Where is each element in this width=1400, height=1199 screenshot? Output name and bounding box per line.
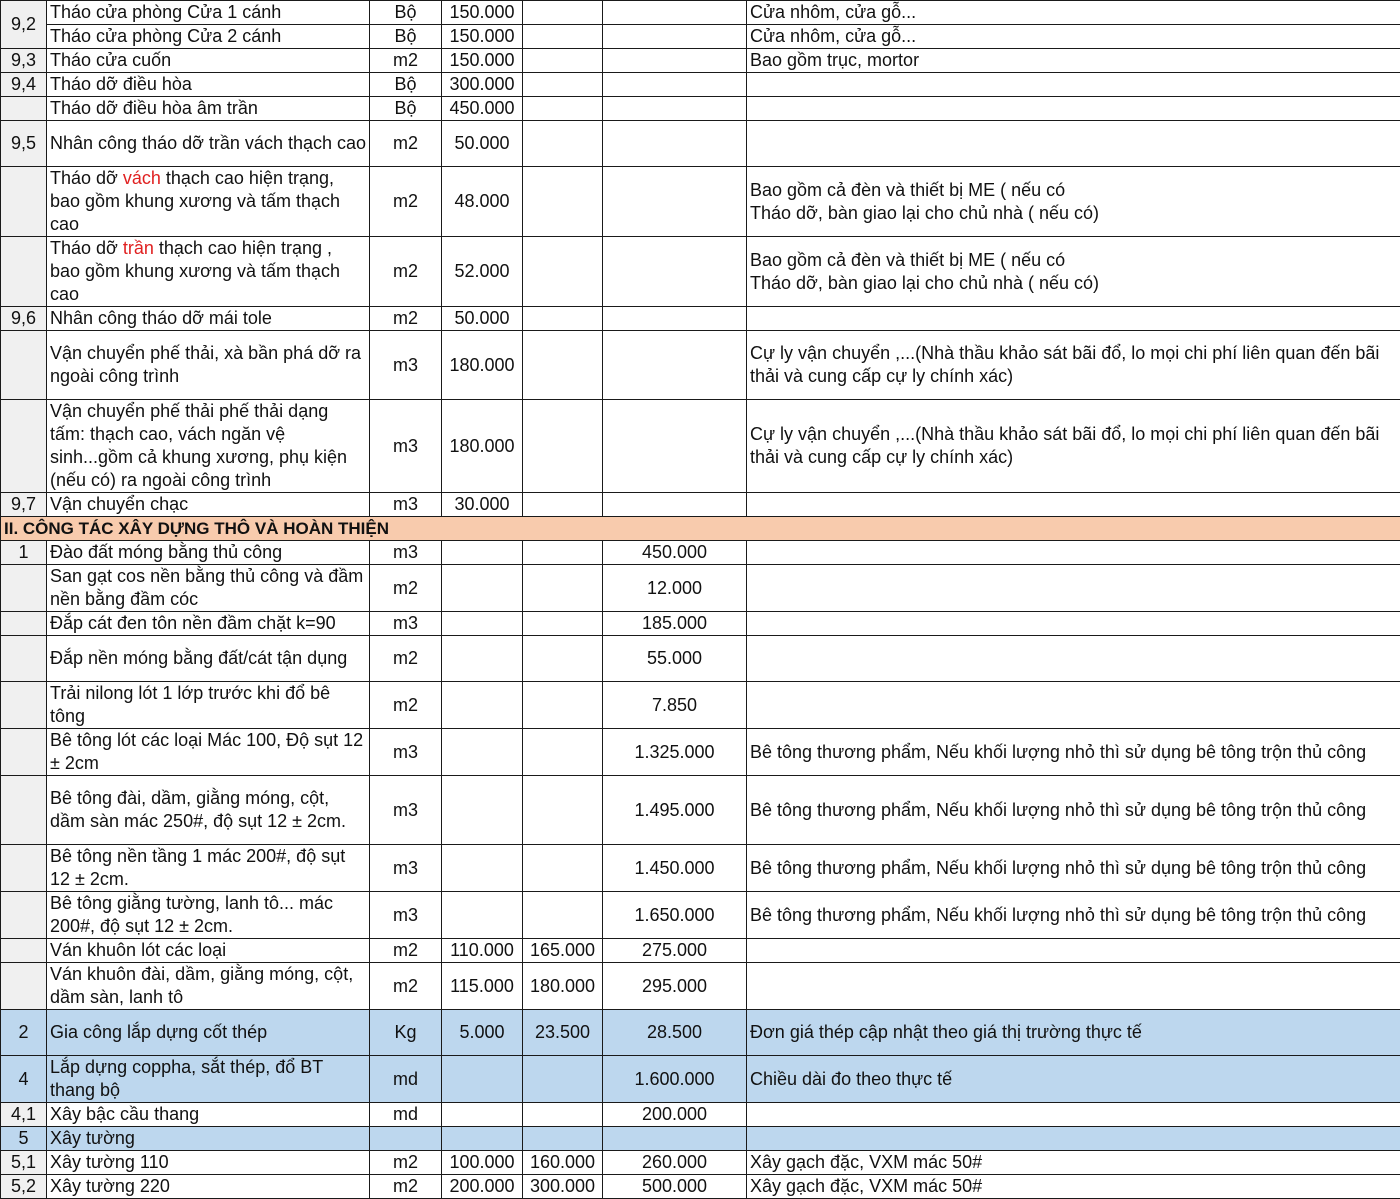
section-title[interactable]: II. CÔNG TÁC XÂY DỰNG THÔ VÀ HOÀN THIỆN bbox=[1, 517, 1400, 541]
description-cell[interactable]: Bê tông giằng tường, lanh tô... mác 200#, độ sụt 12 ± 2cm. bbox=[47, 892, 370, 939]
table-row bbox=[1, 1056, 1400, 1103]
description-cell[interactable]: Vận chuyển phế thải phế thải dạng tấm: thạch cao, vách ngăn vệ sinh...gồm cả khung xương, phụ kiện (nếu có) ra ngoài công trình bbox=[47, 400, 370, 493]
highlighted-word: vách bbox=[123, 168, 161, 188]
unit-cell[interactable]: m3 bbox=[370, 845, 442, 892]
price-cell-total[interactable] bbox=[603, 237, 747, 307]
description-cell[interactable]: Xây bậc cầu thang bbox=[47, 1103, 370, 1127]
description-cell[interactable]: Ván khuôn lót các loại bbox=[47, 939, 370, 963]
price-cell-total[interactable] bbox=[603, 1127, 747, 1151]
unit-cell[interactable]: md bbox=[370, 1056, 442, 1103]
unit-cell[interactable]: m2 bbox=[370, 49, 442, 73]
unit-cell[interactable]: m3 bbox=[370, 331, 442, 400]
note-cell[interactable] bbox=[747, 493, 1400, 517]
item-number-cell[interactable] bbox=[1, 729, 47, 776]
note-cell[interactable]: Bê tông thương phẩm, Nếu khối lượng nhỏ thì sử dụng bê tông trộn thủ công bbox=[747, 845, 1400, 892]
item-number-cell[interactable] bbox=[1, 682, 47, 729]
unit-cell[interactable]: m2 bbox=[370, 565, 442, 612]
price-cell-2[interactable] bbox=[523, 845, 603, 892]
description-cell[interactable]: Xây tường 220 bbox=[47, 1175, 370, 1199]
price-cell-1[interactable] bbox=[442, 729, 523, 776]
description-text: thạch cao hiện trạng , bao gồm khung xương và tấm thạch cao bbox=[50, 238, 340, 304]
price-cell-1[interactable]: 150.000 bbox=[442, 49, 523, 73]
item-number-cell[interactable]: 9,2 bbox=[1, 1, 47, 49]
description-cell[interactable]: Gia công lắp dựng cốt thép bbox=[47, 1010, 370, 1056]
price-cell-2[interactable] bbox=[523, 541, 603, 565]
price-cell-total[interactable]: 7.850 bbox=[603, 682, 747, 729]
price-cell-2[interactable] bbox=[523, 1, 603, 25]
price-cell-1[interactable]: 180.000 bbox=[442, 400, 523, 493]
note-cell[interactable]: Xây gạch đặc, VXM mác 50# bbox=[747, 1151, 1400, 1175]
table-row bbox=[1, 682, 1400, 729]
price-cell-total[interactable]: 500.000 bbox=[603, 1175, 747, 1199]
item-number-cell[interactable] bbox=[1, 400, 47, 493]
price-cell-total[interactable]: 450.000 bbox=[603, 541, 747, 565]
item-number-cell[interactable] bbox=[1, 565, 47, 612]
description-cell[interactable]: Xây tường 110 bbox=[47, 1151, 370, 1175]
price-cell-1[interactable] bbox=[442, 682, 523, 729]
price-cell-total[interactable] bbox=[603, 73, 747, 97]
price-cell-1[interactable] bbox=[442, 1127, 523, 1151]
note-cell[interactable] bbox=[747, 121, 1400, 167]
price-cell-total[interactable] bbox=[603, 25, 747, 49]
table-row bbox=[1, 1010, 1400, 1056]
price-cell-1[interactable]: 100.000 bbox=[442, 1151, 523, 1175]
item-number-cell[interactable]: 9,6 bbox=[1, 307, 47, 331]
note-cell[interactable] bbox=[747, 237, 1400, 307]
price-cell-1[interactable]: 5.000 bbox=[442, 1010, 523, 1056]
price-cell-total[interactable]: 1.650.000 bbox=[603, 892, 747, 939]
item-number-cell[interactable]: 9,5 bbox=[1, 121, 47, 167]
price-cell-2[interactable] bbox=[523, 331, 603, 400]
note-cell[interactable] bbox=[747, 97, 1400, 121]
price-cell-2[interactable] bbox=[523, 776, 603, 845]
unit-cell[interactable]: m3 bbox=[370, 400, 442, 493]
note-cell[interactable]: Chiều dài đo theo thực tế bbox=[747, 1056, 1400, 1103]
item-number-cell[interactable] bbox=[1, 939, 47, 963]
description-text: Tháo dỡ bbox=[50, 238, 123, 258]
unit-cell[interactable]: md bbox=[370, 1103, 442, 1127]
unit-cell[interactable]: m3 bbox=[370, 892, 442, 939]
description-cell[interactable]: Bê tông đài, dầm, giằng móng, cột, dầm sàn mác 250#, độ sụt 12 ± 2cm. bbox=[47, 776, 370, 845]
price-cell-2[interactable] bbox=[523, 97, 603, 121]
table-row bbox=[1, 845, 1400, 892]
table-row bbox=[1, 892, 1400, 939]
unit-cell[interactable]: m2 bbox=[370, 307, 442, 331]
table-row bbox=[1, 939, 1400, 963]
price-cell-2[interactable] bbox=[523, 493, 603, 517]
table-row bbox=[1, 73, 1400, 97]
table-row bbox=[1, 776, 1400, 845]
unit-cell[interactable]: Bộ bbox=[370, 97, 442, 121]
unit-cell[interactable]: Kg bbox=[370, 1010, 442, 1056]
note-line: Tháo dỡ, bàn giao lại cho chủ nhà ( nếu có) bbox=[750, 272, 1397, 295]
note-cell[interactable]: Cửa nhôm, cửa gỗ... bbox=[747, 1, 1400, 25]
note-cell[interactable] bbox=[747, 307, 1400, 331]
note-cell[interactable] bbox=[747, 963, 1400, 1010]
highlighted-word: trần bbox=[123, 238, 154, 258]
description-cell[interactable]: San gạt cos nền bằng thủ công và đầm nền bằng đầm cóc bbox=[47, 565, 370, 612]
price-cell-2[interactable] bbox=[523, 167, 603, 237]
price-cell-2[interactable] bbox=[523, 729, 603, 776]
table-row bbox=[1, 1, 1400, 25]
unit-cell[interactable] bbox=[370, 1127, 442, 1151]
item-number-cell[interactable] bbox=[1, 845, 47, 892]
unit-cell[interactable]: m2 bbox=[370, 237, 442, 307]
note-cell[interactable]: Bê tông thương phẩm, Nếu khối lượng nhỏ thì sử dụng bê tông trộn thủ công bbox=[747, 892, 1400, 939]
table-row bbox=[1, 1151, 1400, 1175]
item-number-cell[interactable]: 2 bbox=[1, 1010, 47, 1056]
price-cell-total[interactable]: 12.000 bbox=[603, 565, 747, 612]
item-number-cell[interactable]: 9,3 bbox=[1, 49, 47, 73]
item-number-cell[interactable] bbox=[1, 776, 47, 845]
note-cell[interactable]: Xây gạch đặc, VXM mác 50# bbox=[747, 1175, 1400, 1199]
unit-cell[interactable]: Bộ bbox=[370, 25, 442, 49]
price-cell-1[interactable] bbox=[442, 845, 523, 892]
price-cell-2[interactable] bbox=[523, 682, 603, 729]
price-cell-1[interactable]: 48.000 bbox=[442, 167, 523, 237]
note-cell[interactable] bbox=[747, 939, 1400, 963]
item-number-cell[interactable]: 9,7 bbox=[1, 493, 47, 517]
price-cell-total[interactable] bbox=[603, 97, 747, 121]
description-cell[interactable]: Đắp cát đen tôn nền đầm chặt k=90 bbox=[47, 612, 370, 636]
description-text: Tháo dỡ bbox=[50, 168, 123, 188]
note-cell[interactable]: Bao gồm trục, mortor bbox=[747, 49, 1400, 73]
price-cell-total[interactable]: 55.000 bbox=[603, 636, 747, 682]
description-cell[interactable]: Tháo cửa cuốn bbox=[47, 49, 370, 73]
description-cell[interactable]: Tháo cửa phòng Cửa 2 cánh bbox=[47, 25, 370, 49]
section-header-row bbox=[1, 517, 1400, 541]
table-row bbox=[1, 97, 1400, 121]
note-cell[interactable] bbox=[747, 612, 1400, 636]
price-cell-1[interactable] bbox=[442, 636, 523, 682]
item-number-cell[interactable]: 5 bbox=[1, 1127, 47, 1151]
price-cell-2[interactable]: 180.000 bbox=[523, 963, 603, 1010]
unit-cell[interactable]: m3 bbox=[370, 541, 442, 565]
table-row bbox=[1, 331, 1400, 400]
price-cell-2[interactable] bbox=[523, 565, 603, 612]
table-row bbox=[1, 1175, 1400, 1199]
description-cell[interactable]: Xây tường bbox=[47, 1127, 370, 1151]
item-number-cell[interactable]: 5,1 bbox=[1, 1151, 47, 1175]
note-line: Bao gồm cả đèn và thiết bị ME ( nếu có bbox=[750, 179, 1397, 202]
price-cell-total[interactable]: 200.000 bbox=[603, 1103, 747, 1127]
unit-cell[interactable]: m3 bbox=[370, 776, 442, 845]
unit-cell[interactable]: m2 bbox=[370, 1151, 442, 1175]
price-cell-1[interactable]: 30.000 bbox=[442, 493, 523, 517]
price-cell-2[interactable]: 23.500 bbox=[523, 1010, 603, 1056]
item-number-cell[interactable] bbox=[1, 636, 47, 682]
price-cell-1[interactable]: 450.000 bbox=[442, 97, 523, 121]
note-line: Tháo dỡ, bàn giao lại cho chủ nhà ( nếu có) bbox=[750, 202, 1397, 225]
price-cell-2[interactable] bbox=[523, 25, 603, 49]
note-cell[interactable] bbox=[747, 682, 1400, 729]
price-cell-1[interactable] bbox=[442, 612, 523, 636]
table-row bbox=[1, 612, 1400, 636]
table-row bbox=[1, 1127, 1400, 1151]
price-cell-2[interactable] bbox=[523, 892, 603, 939]
price-cell-2[interactable] bbox=[523, 121, 603, 167]
item-number-cell[interactable] bbox=[1, 963, 47, 1010]
table-row bbox=[1, 400, 1400, 493]
description-cell[interactable]: Nhân công tháo dỡ trần vách thạch cao bbox=[47, 121, 370, 167]
note-cell[interactable] bbox=[747, 541, 1400, 565]
item-number-cell[interactable] bbox=[1, 237, 47, 307]
description-cell[interactable]: Trải nilong lót 1 lớp trước khi đổ bê tông bbox=[47, 682, 370, 729]
price-cell-total[interactable]: 1.450.000 bbox=[603, 845, 747, 892]
price-cell-2[interactable] bbox=[523, 49, 603, 73]
price-cell-2[interactable] bbox=[523, 1056, 603, 1103]
price-cell-2[interactable] bbox=[523, 1103, 603, 1127]
item-number-cell[interactable] bbox=[1, 612, 47, 636]
price-cell-1[interactable]: 115.000 bbox=[442, 963, 523, 1010]
table-row bbox=[1, 493, 1400, 517]
note-cell[interactable]: Bê tông thương phẩm, Nếu khối lượng nhỏ thì sử dụng bê tông trộn thủ công bbox=[747, 776, 1400, 845]
price-cell-1[interactable] bbox=[442, 1056, 523, 1103]
price-cell-total[interactable] bbox=[603, 121, 747, 167]
price-cell-total[interactable]: 275.000 bbox=[603, 939, 747, 963]
note-cell[interactable] bbox=[747, 73, 1400, 97]
price-cell-total[interactable]: 295.000 bbox=[603, 963, 747, 1010]
unit-cell[interactable]: m2 bbox=[370, 121, 442, 167]
price-cell-total[interactable]: 185.000 bbox=[603, 612, 747, 636]
price-cell-total[interactable] bbox=[603, 493, 747, 517]
description-cell[interactable]: Ván khuôn đài, dầm, giằng móng, cột, dầm sàn, lanh tô bbox=[47, 963, 370, 1010]
price-cell-2[interactable]: 160.000 bbox=[523, 1151, 603, 1175]
price-cell-total[interactable]: 1.495.000 bbox=[603, 776, 747, 845]
table-row bbox=[1, 541, 1400, 565]
price-cell-1[interactable] bbox=[442, 776, 523, 845]
table-row bbox=[1, 25, 1400, 49]
price-cell-1[interactable]: 50.000 bbox=[442, 121, 523, 167]
price-cell-2[interactable] bbox=[523, 237, 603, 307]
unit-cell[interactable]: Bộ bbox=[370, 73, 442, 97]
note-cell[interactable]: Đơn giá thép cập nhật theo giá thị trường thực tế bbox=[747, 1010, 1400, 1056]
note-cell[interactable]: Bê tông thương phẩm, Nếu khối lượng nhỏ thì sử dụng bê tông trộn thủ công bbox=[747, 729, 1400, 776]
description-cell[interactable]: Bê tông nền tầng 1 mác 200#, độ sụt 12 ± 2cm. bbox=[47, 845, 370, 892]
unit-cell[interactable]: m3 bbox=[370, 493, 442, 517]
description-cell[interactable] bbox=[47, 237, 370, 307]
price-cell-1[interactable]: 110.000 bbox=[442, 939, 523, 963]
price-cell-total[interactable]: 1.600.000 bbox=[603, 1056, 747, 1103]
price-cell-total[interactable] bbox=[603, 1, 747, 25]
description-cell[interactable] bbox=[47, 167, 370, 237]
note-cell[interactable]: Cự ly vận chuyển ,...(Nhà thầu khảo sát bãi đổ, lo mọi chi phí liên quan đến bãi thải và cung cấp cự ly chính xác) bbox=[747, 331, 1400, 400]
item-number-cell[interactable]: 1 bbox=[1, 541, 47, 565]
unit-cell[interactable]: Bộ bbox=[370, 1, 442, 25]
price-cell-total[interactable]: 28.500 bbox=[603, 1010, 747, 1056]
item-number-cell[interactable]: 5,2 bbox=[1, 1175, 47, 1199]
price-cell-1[interactable]: 52.000 bbox=[442, 237, 523, 307]
description-cell[interactable]: Vận chuyển phế thải, xà bần phá dỡ ra ngoài công trình bbox=[47, 331, 370, 400]
table-row bbox=[1, 1103, 1400, 1127]
description-text: thạch cao hiện trạng, bao gồm khung xương và tấm thạch cao bbox=[50, 168, 340, 234]
item-number-cell[interactable] bbox=[1, 892, 47, 939]
table-row bbox=[1, 565, 1400, 612]
item-number-cell[interactable]: 4,1 bbox=[1, 1103, 47, 1127]
description-cell[interactable]: Tháo dỡ điều hòa âm trần bbox=[47, 97, 370, 121]
item-number-cell[interactable]: 4 bbox=[1, 1056, 47, 1103]
price-cell-2[interactable] bbox=[523, 612, 603, 636]
price-cell-total[interactable] bbox=[603, 400, 747, 493]
unit-cell[interactable]: m2 bbox=[370, 167, 442, 237]
note-cell[interactable] bbox=[747, 1127, 1400, 1151]
description-cell[interactable]: Lắp dựng coppha, sắt thép, đổ BT thang bộ bbox=[47, 1056, 370, 1103]
table-row bbox=[1, 963, 1400, 1010]
note-cell[interactable] bbox=[747, 167, 1400, 237]
description-cell[interactable]: Vận chuyển chạc bbox=[47, 493, 370, 517]
unit-cell[interactable]: m2 bbox=[370, 682, 442, 729]
price-cell-1[interactable]: 150.000 bbox=[442, 25, 523, 49]
price-cell-1[interactable]: 50.000 bbox=[442, 307, 523, 331]
table-row bbox=[1, 307, 1400, 331]
unit-cell[interactable]: m2 bbox=[370, 636, 442, 682]
note-cell[interactable] bbox=[747, 636, 1400, 682]
table-row bbox=[1, 49, 1400, 73]
item-number-cell[interactable] bbox=[1, 167, 47, 237]
description-cell[interactable]: Đào đất móng bằng thủ công bbox=[47, 541, 370, 565]
price-cell-total[interactable] bbox=[603, 307, 747, 331]
description-cell[interactable]: Bê tông lót các loại Mác 100, Độ sụt 12 ± 2cm bbox=[47, 729, 370, 776]
table-row bbox=[1, 121, 1400, 167]
description-cell[interactable]: Tháo dỡ điều hòa bbox=[47, 73, 370, 97]
price-cell-2[interactable]: 165.000 bbox=[523, 939, 603, 963]
unit-cell[interactable]: m2 bbox=[370, 963, 442, 1010]
unit-cell[interactable]: m2 bbox=[370, 939, 442, 963]
price-cell-1[interactable] bbox=[442, 565, 523, 612]
price-cell-1[interactable] bbox=[442, 541, 523, 565]
price-cell-2[interactable] bbox=[523, 400, 603, 493]
unit-cell[interactable]: m2 bbox=[370, 1175, 442, 1199]
table-row bbox=[1, 167, 1400, 237]
price-cell-1[interactable] bbox=[442, 1103, 523, 1127]
price-cell-total[interactable] bbox=[603, 331, 747, 400]
price-cell-2[interactable]: 300.000 bbox=[523, 1175, 603, 1199]
table-body bbox=[1, 1, 1400, 1199]
price-cell-1[interactable]: 200.000 bbox=[442, 1175, 523, 1199]
table-row bbox=[1, 237, 1400, 307]
price-cell-1[interactable]: 150.000 bbox=[442, 1, 523, 25]
unit-cell[interactable]: m3 bbox=[370, 729, 442, 776]
item-number-cell[interactable] bbox=[1, 331, 47, 400]
price-cell-total[interactable] bbox=[603, 49, 747, 73]
note-cell[interactable] bbox=[747, 565, 1400, 612]
price-cell-total[interactable]: 1.325.000 bbox=[603, 729, 747, 776]
item-number-cell[interactable]: 9,4 bbox=[1, 73, 47, 97]
item-number-cell[interactable] bbox=[1, 97, 47, 121]
price-cell-1[interactable]: 300.000 bbox=[442, 73, 523, 97]
description-cell[interactable]: Đắp nền móng bằng đất/cát tận dụng bbox=[47, 636, 370, 682]
unit-cell[interactable]: m3 bbox=[370, 612, 442, 636]
note-cell[interactable] bbox=[747, 1103, 1400, 1127]
table-row bbox=[1, 636, 1400, 682]
price-cell-1[interactable] bbox=[442, 892, 523, 939]
price-cell-2[interactable] bbox=[523, 636, 603, 682]
price-cell-2[interactable] bbox=[523, 307, 603, 331]
price-cell-1[interactable]: 180.000 bbox=[442, 331, 523, 400]
note-line: Bao gồm cả đèn và thiết bị ME ( nếu có bbox=[750, 249, 1397, 272]
note-cell[interactable]: Cửa nhôm, cửa gỗ... bbox=[747, 25, 1400, 49]
price-cell-2[interactable] bbox=[523, 1127, 603, 1151]
note-cell[interactable]: Cự ly vận chuyển ,...(Nhà thầu khảo sát bãi đổ, lo mọi chi phí liên quan đến bãi thải và cung cấp cự ly chính xác) bbox=[747, 400, 1400, 493]
price-cell-total[interactable] bbox=[603, 167, 747, 237]
description-cell[interactable]: Nhân công tháo dỡ mái tole bbox=[47, 307, 370, 331]
table-row bbox=[1, 729, 1400, 776]
price-cell-2[interactable] bbox=[523, 73, 603, 97]
description-cell[interactable]: Tháo cửa phòng Cửa 1 cánh bbox=[47, 1, 370, 25]
price-cell-total[interactable]: 260.000 bbox=[603, 1151, 747, 1175]
